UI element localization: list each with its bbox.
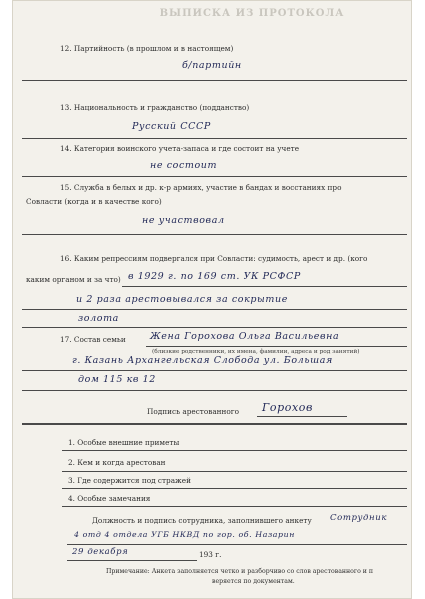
divider (22, 327, 407, 328)
remarks-label: 4. Особые замечания (68, 494, 151, 503)
divider (22, 80, 407, 81)
q17-label: 17. Состав семьи (60, 335, 126, 344)
q17-caption: (близкие родственники, их имена, фамилии, адреса и род занятий) (152, 349, 360, 355)
q17-answer-line1: Жена Горохова Ольга Васильевна (150, 331, 340, 342)
q15-answer: не участвовал (142, 215, 225, 226)
footnote-line1: Примечание: Анкета заполняется четко и разборчиво со слов арестованного и п (106, 568, 374, 575)
q13-answer: Русский СССР (132, 121, 211, 132)
q17-answer-line3: дом 115 кв 12 (78, 374, 156, 385)
q15-label-line2: Совласти (когда и в качестве кого) (26, 197, 162, 206)
officer-label: Должность и подпись сотрудника, заполнившего анкету (92, 516, 312, 525)
questionnaire-sheet (12, 0, 412, 599)
q15-label-line1: 15. Служба в белых и др. к-р армиях, участие в бандах и восстаниях про (60, 183, 342, 192)
footnote-line2: веряется по документам. (212, 578, 295, 585)
divider (22, 138, 407, 139)
answer-underline (22, 370, 407, 371)
divider (62, 450, 407, 451)
signature-underline (257, 416, 347, 417)
q13-label: 13. Национальность и гражданство (подданство) (60, 103, 250, 112)
q17-answer-line2: г. Казань Архангельская Слобода ул. Большая (72, 355, 333, 366)
divider (62, 488, 407, 489)
q16-answer-line1: в 1929 г. по 169 ст. УК РСФСР (128, 271, 301, 282)
q16-label-line1: 16. Каким репрессиям подвергался при Совласти: судимость, арест и др. (кого (60, 254, 368, 263)
q16-answer-line2: и 2 раза арестовывался за сокрытие (76, 294, 288, 305)
arrest-label: 2. Кем и когда арестован (68, 458, 166, 467)
signature-value: Горохов (262, 401, 313, 414)
q14-answer: не состоит (150, 160, 218, 171)
q16-answer-line3: золота (78, 313, 119, 324)
divider (22, 234, 407, 235)
q14-label: 14. Категория воинского учета-запаса и где состоит на учете (60, 144, 300, 153)
date-handwritten: 29 декабря (72, 547, 129, 557)
answer-underline (22, 390, 407, 391)
header-bleed-through: ВЫПИСКА ИЗ ПРОТОКОЛА (159, 8, 345, 19)
officer-answer-line2: 4 отд 4 отдела УГБ НКВД по гор. об. Назарин (74, 530, 295, 539)
answer-underline (146, 346, 407, 347)
year-suffix: 193 г. (199, 550, 222, 559)
feature-label: 1. Особые внешние приметы (68, 438, 180, 447)
signature-label: Подпись арестованного (147, 407, 240, 416)
divider (22, 176, 407, 177)
q16-label-line2: каким органом и за что) (26, 275, 121, 284)
answer-underline (122, 286, 407, 287)
section-rule (22, 423, 407, 425)
officer-answer-line1: Сотрудник (330, 513, 387, 523)
date-underline (67, 560, 197, 561)
q12-answer: б/партийн (182, 60, 242, 71)
answer-underline (67, 544, 407, 545)
divider (62, 471, 407, 472)
divider (62, 506, 407, 507)
answer-underline (22, 309, 407, 310)
q12-label: 12. Партийность (в прошлом и в настоящем) (60, 44, 234, 53)
custody-label: 3. Где содержится под стражей (68, 476, 191, 485)
